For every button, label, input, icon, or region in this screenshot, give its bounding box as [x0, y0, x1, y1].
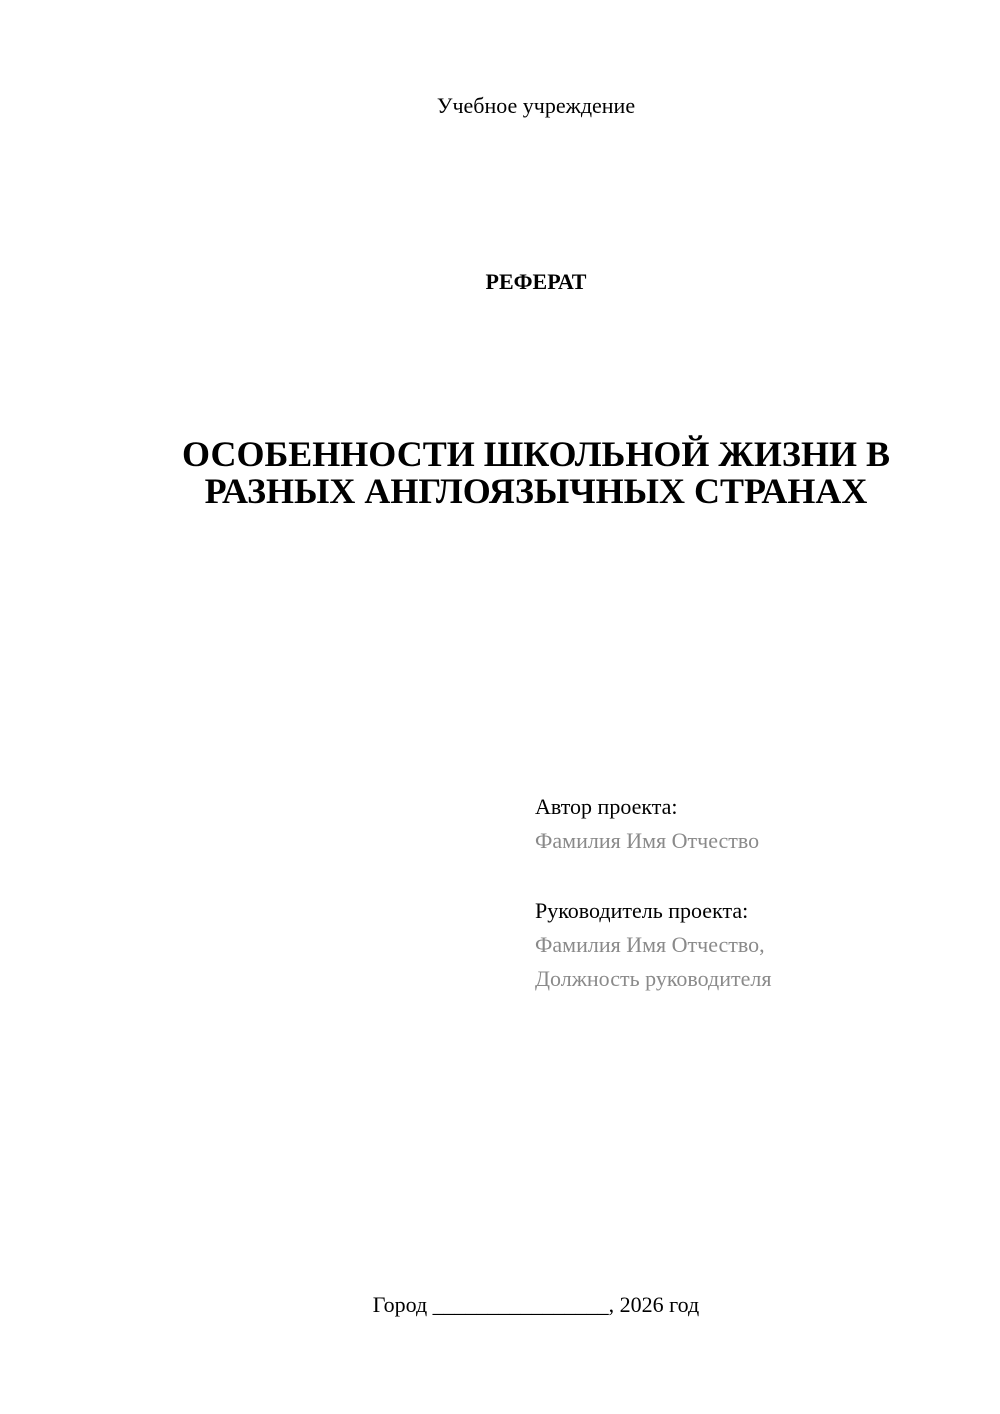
title-line-1: ОСОБЕННОСТИ ШКОЛЬНОЙ ЖИЗНИ В: [182, 434, 890, 474]
author-label: Автор проекта:: [535, 794, 678, 819]
supervisor-name-placeholder: Фамилия Имя Отчество,: [535, 932, 765, 957]
supervisor-label: Руководитель проекта:: [535, 898, 749, 923]
credits-spacer: [535, 858, 975, 894]
city-year-line: Город ________________, 2026 год: [372, 1292, 700, 1317]
institution-name: Учебное учреждение: [436, 93, 636, 118]
document-type-label: РЕФЕРАТ: [485, 269, 587, 294]
credits-block: [535, 790, 975, 996]
title-line-2: РАЗНЫХ АНГЛОЯЗЫЧНЫХ СТРАНАХ: [204, 471, 868, 511]
document-title: [100, 436, 972, 510]
author-name-placeholder: Фамилия Имя Отчество: [535, 828, 760, 853]
supervisor-position-placeholder: Должность руководителя: [535, 966, 772, 991]
